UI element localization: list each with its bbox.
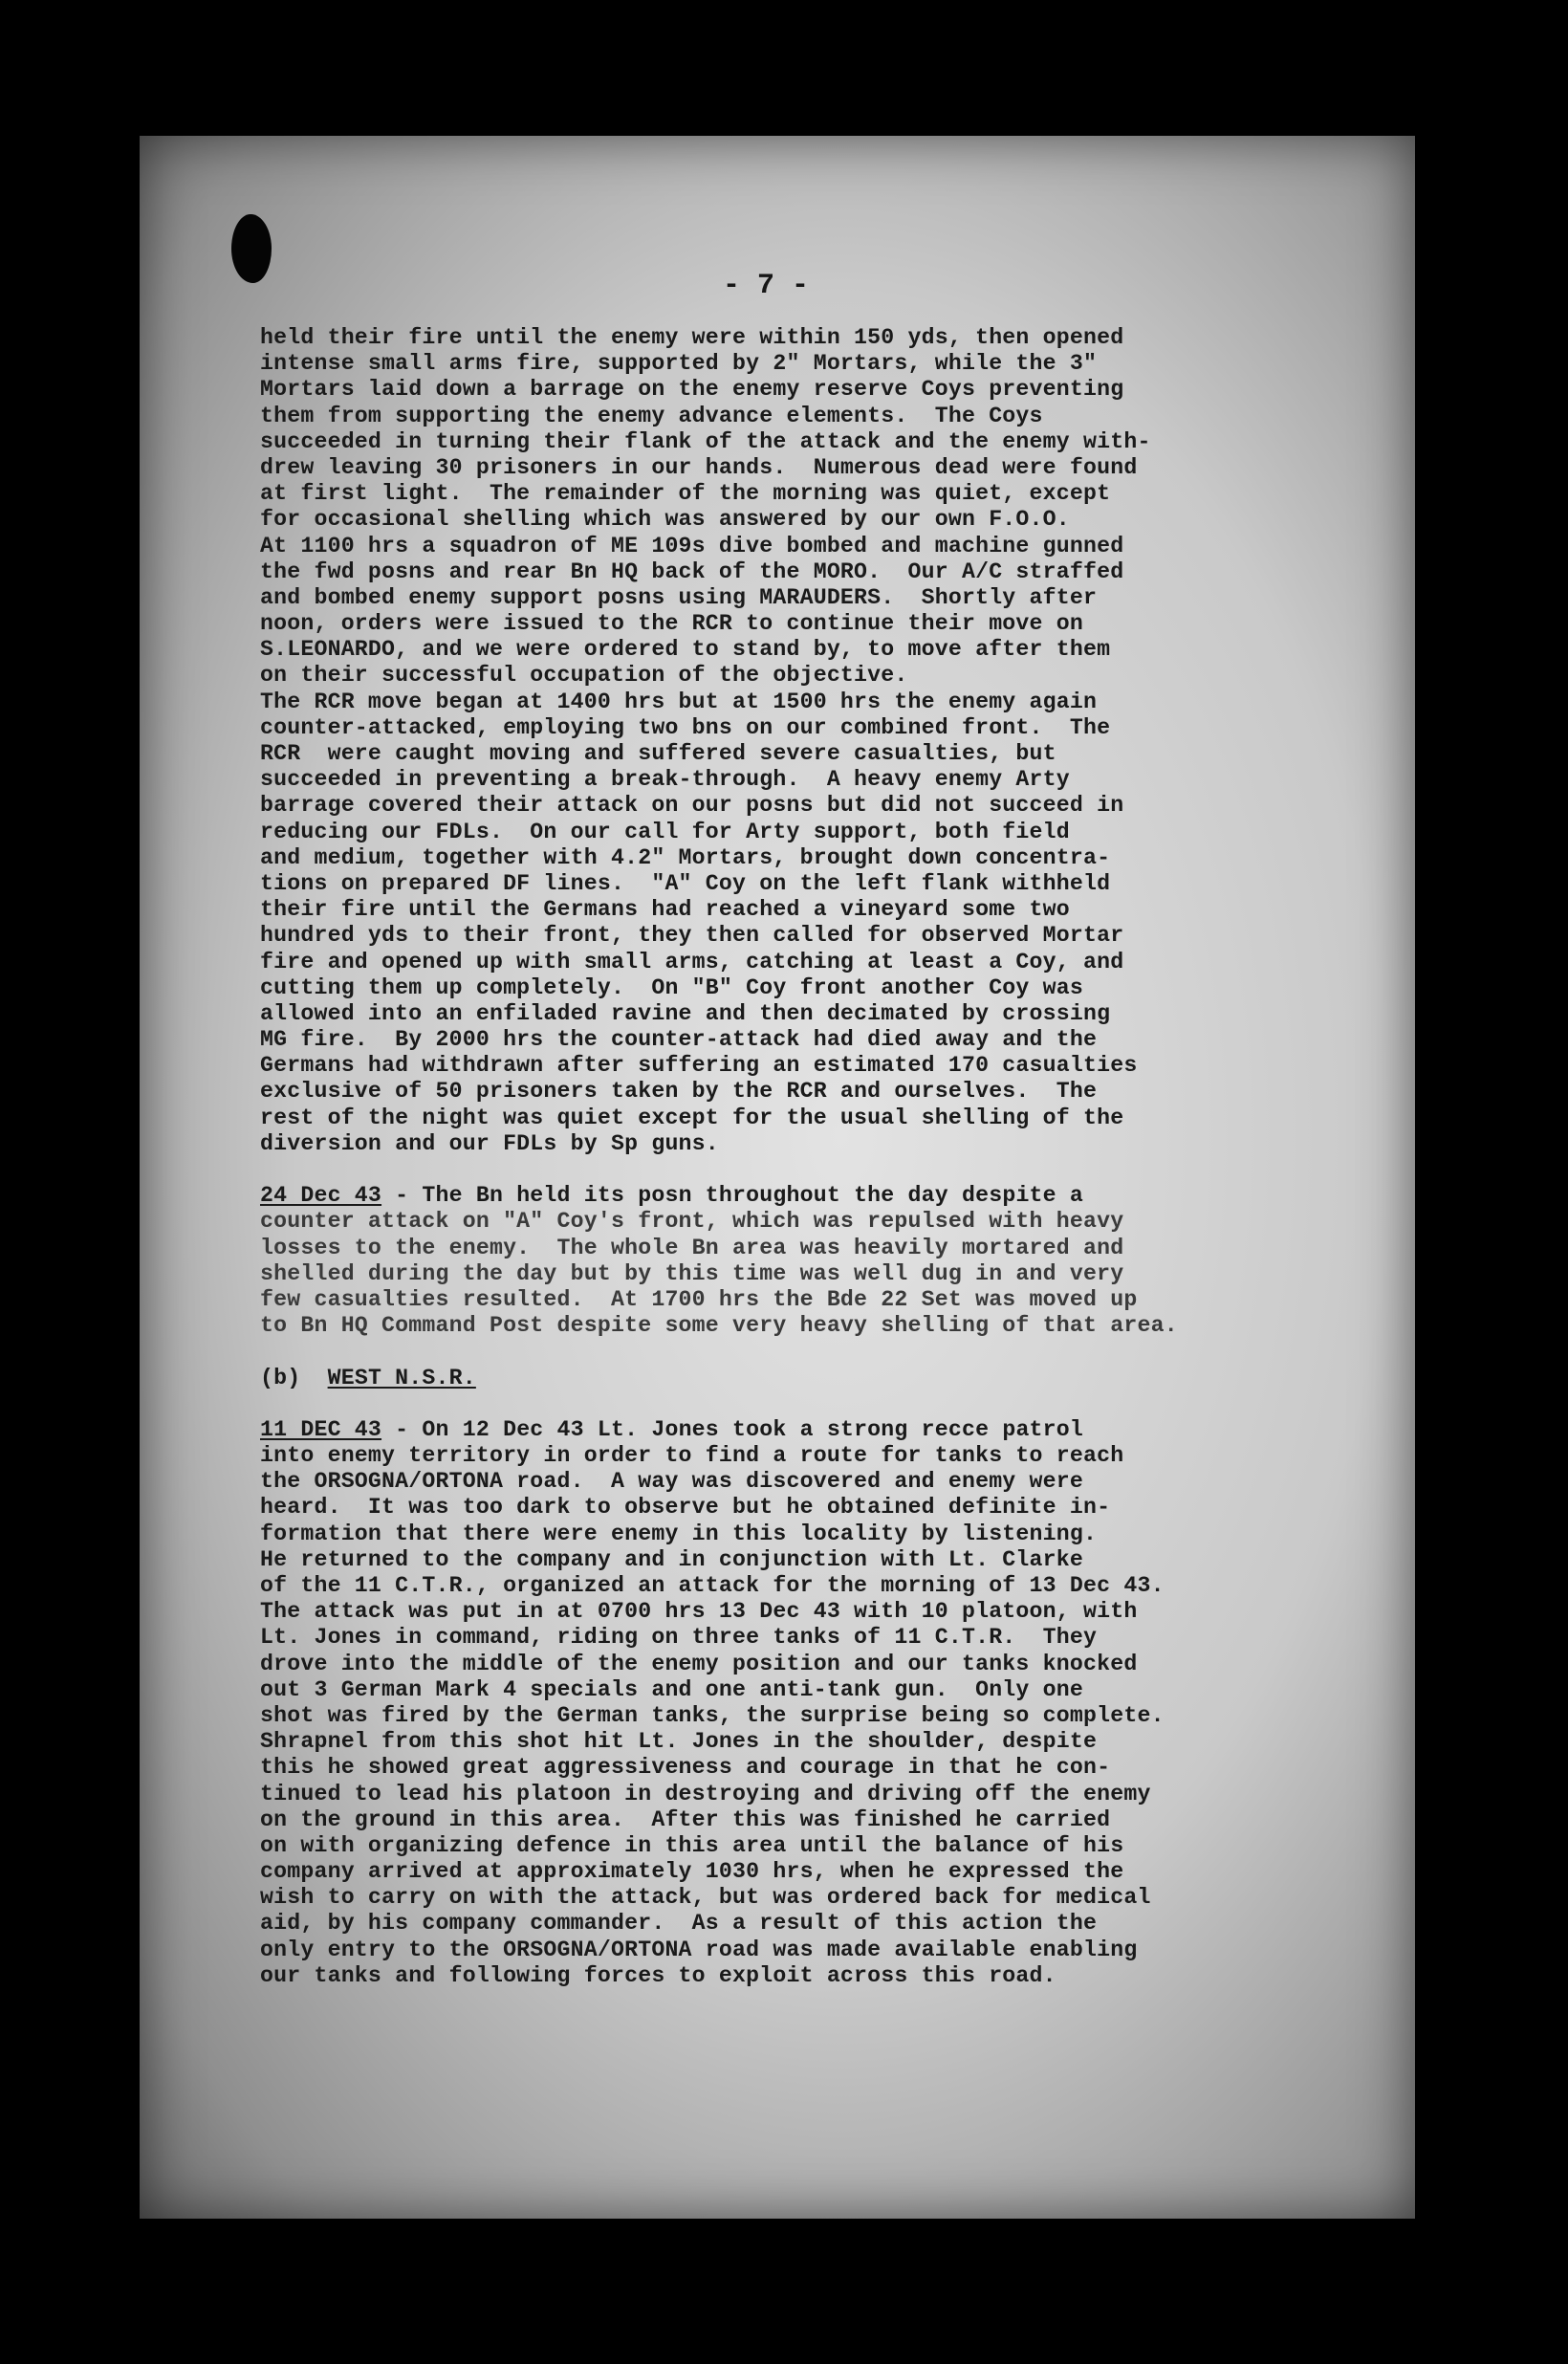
- paragraph-block-3: [260, 1417, 1178, 1989]
- text-line: of the 11 C.T.R., organized an attack for the morning of 13 Dec 43.: [260, 1573, 1165, 1598]
- text-line: hundred yds to their front, they then called for observed Mortar: [260, 923, 1124, 949]
- text-line: losses to the enemy. The whole Bn area was heavily mortared and: [260, 1235, 1124, 1260]
- text-line: allowed into an enfiladed ravine and then decimated by crossing: [260, 1000, 1111, 1026]
- text-line: on the ground in this area. After this was finished he carried: [260, 1806, 1111, 1832]
- entry-text: - The Bn held its posn throughout the day despite a: [381, 1183, 1084, 1209]
- text-line: S.LEONARDO, and we were ordered to stand by, to move after them: [260, 637, 1111, 663]
- text-line: and medium, together with 4.2" Mortars, brought down concentra-: [260, 844, 1111, 870]
- text-line: this he showed great aggressiveness and courage in that he con-: [260, 1755, 1111, 1781]
- text-line: He returned to the company and in conjunction with Lt. Clarke: [260, 1546, 1084, 1572]
- text-line: held their fire until the enemy were within 150 yds, then opened: [260, 325, 1124, 350]
- text-line: barrage covered their attack on our posns but did not succeed in: [260, 793, 1124, 819]
- text-line: wish to carry on with the attack, but was ordered back for medical: [260, 1885, 1151, 1911]
- document-page: [140, 136, 1415, 2219]
- text-line: shot was fired by the German tanks, the surprise being so complete.: [260, 1702, 1165, 1728]
- entry-text: - On 12 Dec 43 Lt. Jones took a strong recce patrol: [381, 1416, 1084, 1442]
- text-line: tinued to lead his platoon in destroying and driving off the enemy: [260, 1781, 1151, 1806]
- paragraph-block-1: [260, 325, 1178, 1157]
- text-line: counter attack on "A" Coy's front, which was repulsed with heavy: [260, 1209, 1124, 1235]
- text-line: RCR were caught moving and suffered severe casualties, but: [260, 741, 1056, 766]
- text-line: on with organizing defence in this area until the balance of his: [260, 1832, 1124, 1858]
- text-line: on their successful occupation of the objective.: [260, 663, 908, 689]
- text-line: drove into the middle of the enemy position and our tanks knocked: [260, 1651, 1138, 1676]
- dated-entry-first-line: [260, 1183, 1178, 1209]
- text-line: only entry to the ORSOGNA/ORTONA road was made available enabling: [260, 1937, 1138, 1962]
- text-line: the ORSOGNA/ORTONA road. A way was discovered and enemy were: [260, 1469, 1084, 1495]
- text-line: shelled during the day but by this time was well dug in and very: [260, 1260, 1124, 1286]
- text-line: company arrived at approximately 1030 hrs, when he expressed the: [260, 1859, 1124, 1885]
- text-line: out 3 German Mark 4 specials and one anti-tank gun. Only one: [260, 1676, 1084, 1702]
- text-line: Lt. Jones in command, riding on three tanks of 11 C.T.R. They: [260, 1625, 1098, 1651]
- text-line: At 1100 hrs a squadron of ME 109s dive bombed and machine gunned: [260, 533, 1124, 558]
- text-line: rest of the night was quiet except for the usual shelling of the: [260, 1105, 1124, 1130]
- section-title: WEST N.S.R.: [327, 1365, 476, 1390]
- text-line: reducing our FDLs. On our call for Arty support, both field: [260, 819, 1070, 844]
- text-line: formation that there were enemy in this locality by listening.: [260, 1521, 1098, 1546]
- text-line: the fwd posns and rear Bn HQ back of the MORO. Our A/C straffed: [260, 558, 1124, 584]
- text-line: to Bn HQ Command Post despite some very heavy shelling of that area.: [260, 1313, 1178, 1339]
- text-line: MG fire. By 2000 hrs the counter-attack had died away and the: [260, 1027, 1098, 1053]
- text-line: into enemy territory in order to find a route for tanks to reach: [260, 1443, 1124, 1469]
- text-line: drew leaving 30 prisoners in our hands. Numerous dead were found: [260, 454, 1138, 480]
- paragraph-block-2: [260, 1183, 1178, 1339]
- dated-entry-first-line: [260, 1417, 1178, 1443]
- text-line: Mortars laid down a barrage on the enemy reserve Coys preventing: [260, 377, 1124, 403]
- text-line: succeeded in turning their flank of the attack and the enemy with-: [260, 428, 1151, 454]
- text-line: at first light. The remainder of the morning was quiet, except: [260, 481, 1111, 507]
- text-line: our tanks and following forces to exploit across this road.: [260, 1962, 1056, 1988]
- text-line: and bombed enemy support posns using MARAUDERS. Shortly after: [260, 584, 1098, 610]
- text-line: The attack was put in at 0700 hrs 13 Dec 43 with 10 platoon, with: [260, 1599, 1138, 1625]
- text-line: for occasional shelling which was answered by our own F.O.O.: [260, 507, 1070, 533]
- text-line: The RCR move began at 1400 hrs but at 1500 hrs the enemy again: [260, 689, 1098, 714]
- text-line: heard. It was too dark to observe but he obtained definite in-: [260, 1495, 1111, 1521]
- text-line: their fire until the Germans had reached a vineyard some two: [260, 897, 1070, 923]
- entry-date: 11 DEC 43: [260, 1416, 382, 1442]
- text-line: Germans had withdrawn after suffering an estimated 170 casualties: [260, 1053, 1138, 1079]
- entry-date: 24 Dec 43: [260, 1183, 382, 1209]
- text-line: diversion and our FDLs by Sp guns.: [260, 1130, 719, 1156]
- punch-hole: [231, 214, 272, 283]
- text-line: succeeded in preventing a break-through. A heavy enemy Arty: [260, 767, 1070, 793]
- page-number: - 7 -: [723, 270, 810, 302]
- text-line: aid, by his company commander. As a result of this action the: [260, 1911, 1098, 1937]
- text-line: intense small arms fire, supported by 2" Mortars, while the 3": [260, 351, 1098, 377]
- text-line: few casualties resulted. At 1700 hrs the Bde 22 Set was moved up: [260, 1286, 1138, 1312]
- text-line: noon, orders were issued to the RCR to continue their move on: [260, 611, 1084, 637]
- text-line: tions on prepared DF lines. "A" Coy on the left flank withheld: [260, 870, 1111, 896]
- text-line: counter-attacked, employing two bns on our combined front. The: [260, 714, 1111, 740]
- text-line: them from supporting the enemy advance elements. The Coys: [260, 403, 1043, 428]
- text-line: Shrapnel from this shot hit Lt. Jones in the shoulder, despite: [260, 1729, 1098, 1755]
- text-line: fire and opened up with small arms, catching at least a Coy, and: [260, 949, 1124, 974]
- text-line: cutting them up completely. On "B" Coy front another Coy was: [260, 974, 1084, 1000]
- text-line: exclusive of 50 prisoners taken by the RCR and ourselves. The: [260, 1079, 1098, 1105]
- section-heading: [260, 1366, 1178, 1391]
- document-body: [260, 325, 1178, 1989]
- section-label: (b): [260, 1365, 301, 1390]
